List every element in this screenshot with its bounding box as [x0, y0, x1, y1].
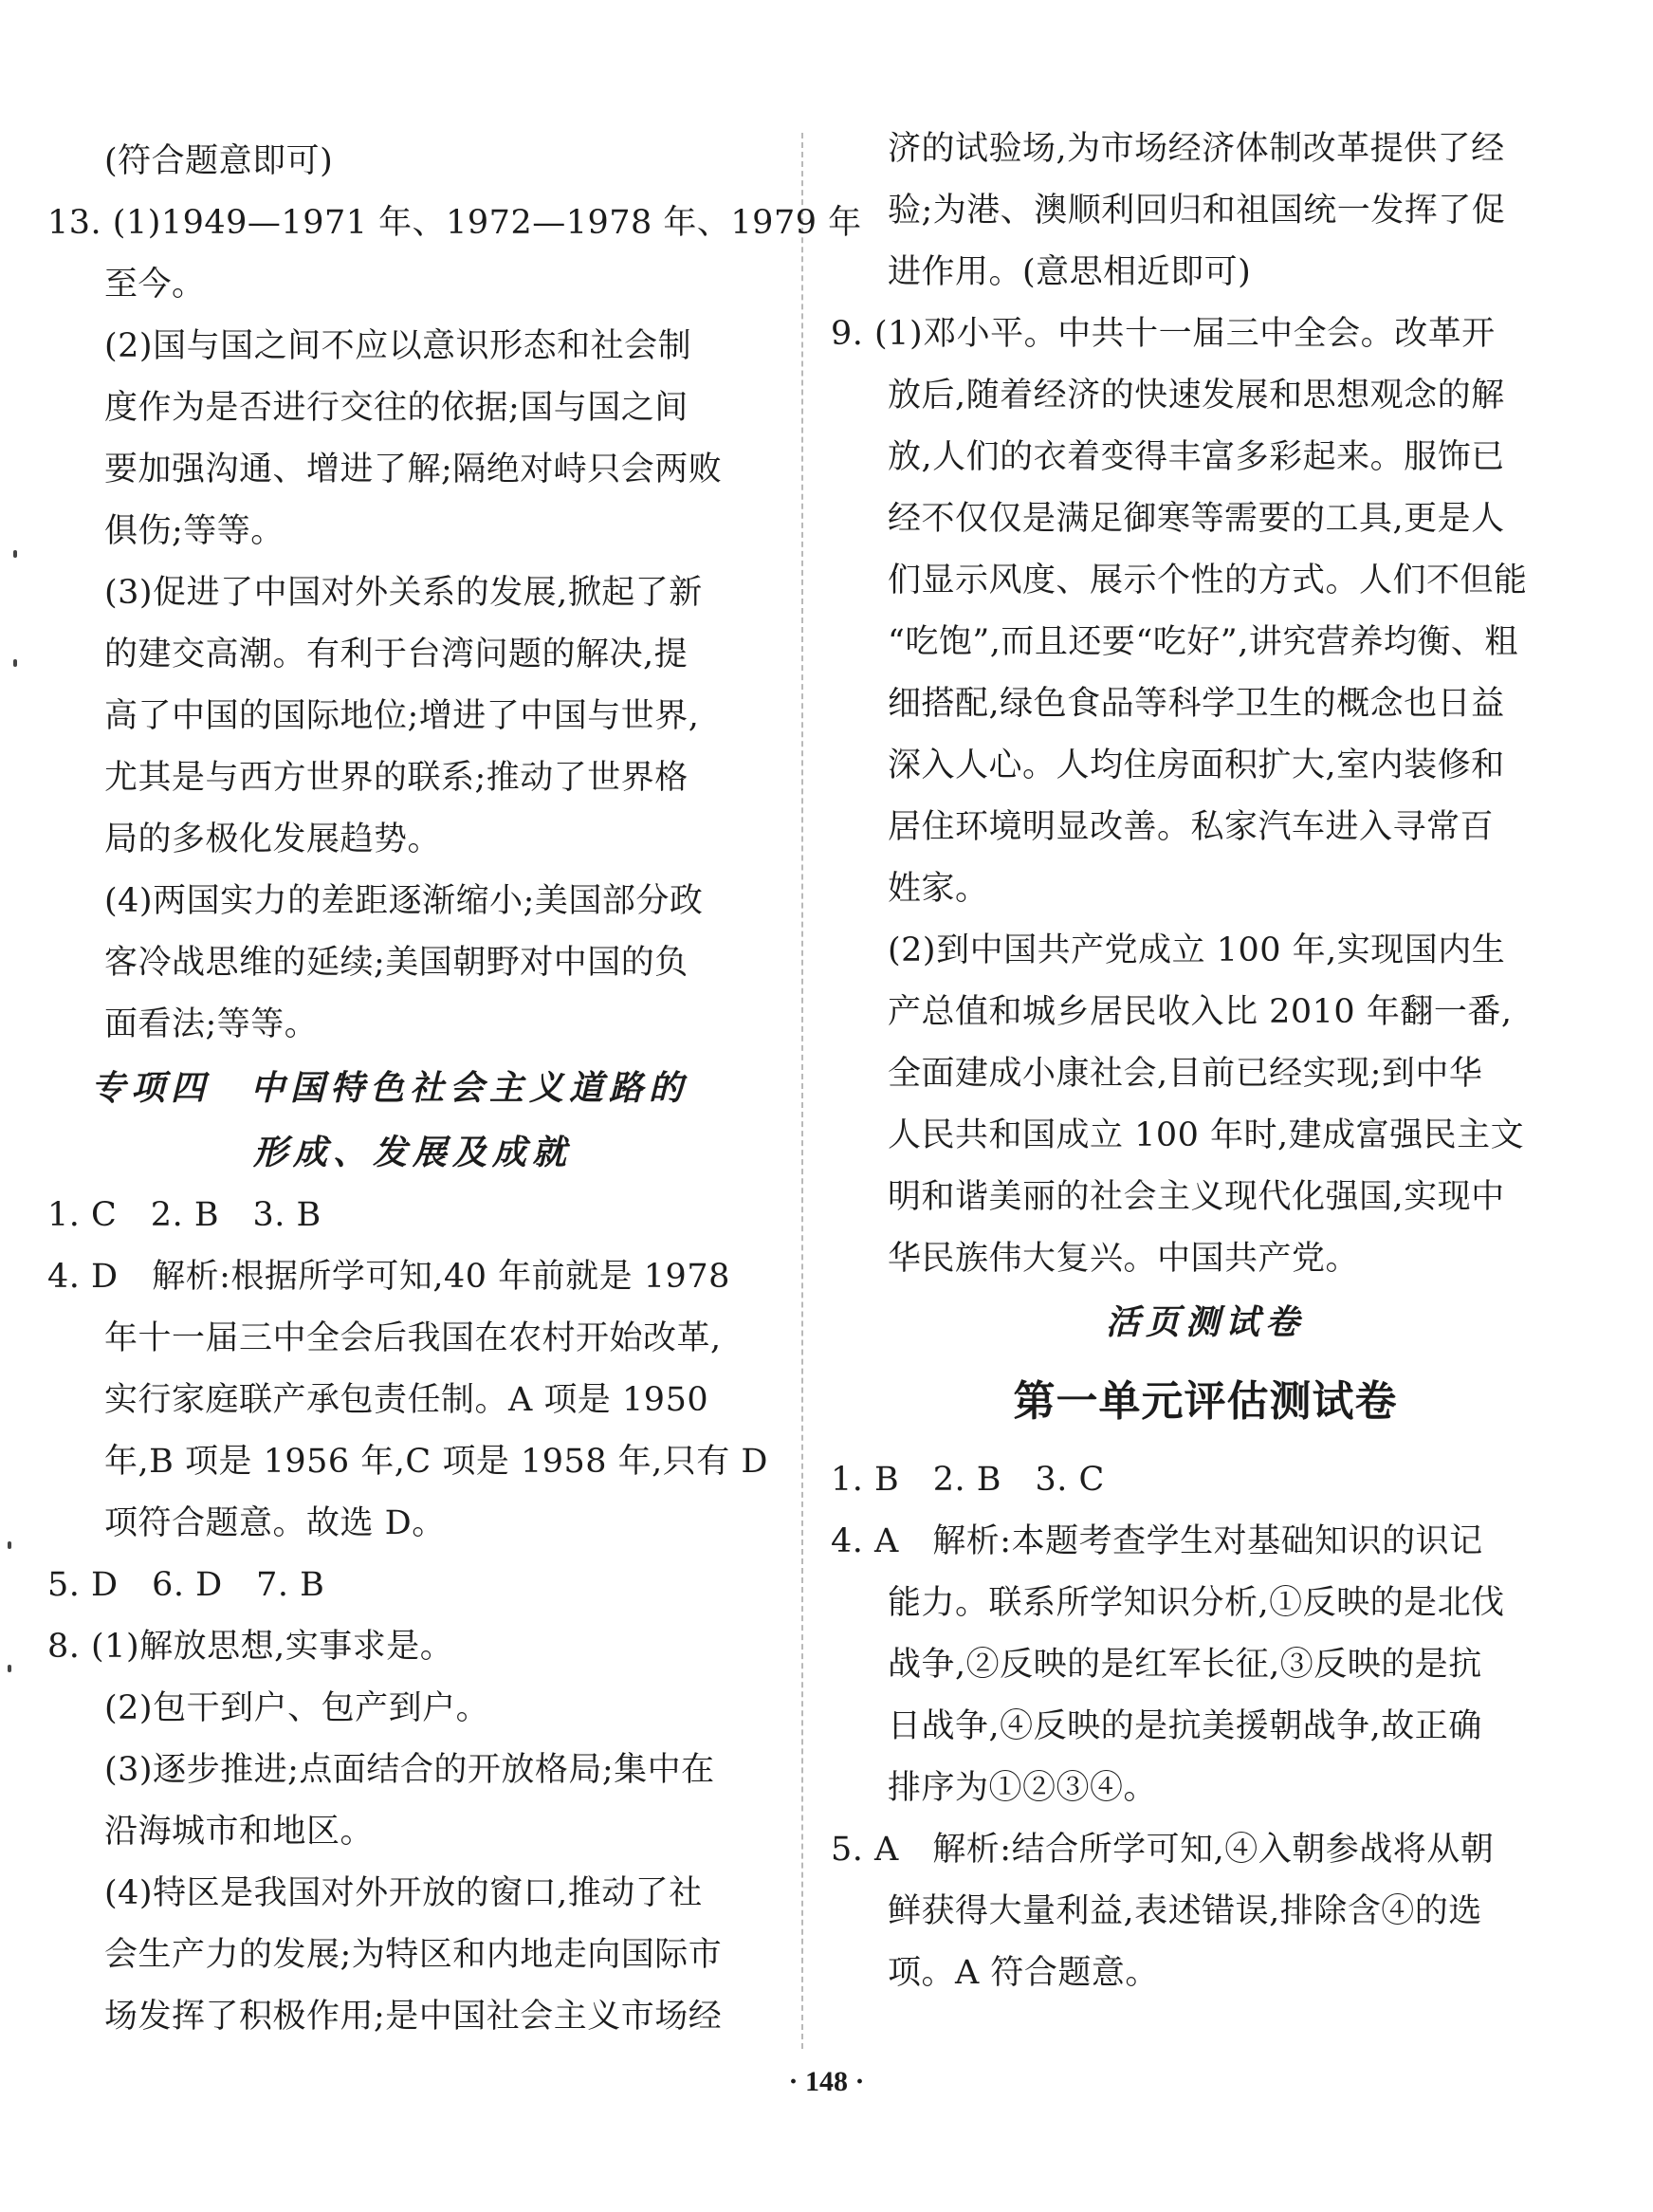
left-column: [47, 131, 862, 2048]
text-line: 战争,②反映的是红军长征,③反映的是抗: [888, 1646, 1482, 1684]
section-title: 专项四 中国特色社会主义道路的: [91, 1068, 689, 1108]
answer-line: 5. A 解析:结合所学可知,④入朝参战将从朝: [831, 1831, 1495, 1869]
answer-line: 4. D 解析:根据所学可知,40 年前就是 1978: [47, 1258, 730, 1296]
column-divider: [801, 133, 803, 2049]
text-line: 年,B 项是 1956 年,C 项是 1958 年,只有 D: [104, 1443, 768, 1481]
text-line: 验;为港、澳顺利回归和祖国统一发挥了促: [888, 192, 1506, 230]
text-line: 深入人心。人均住房面积扩大,室内装修和: [888, 747, 1505, 784]
text-line: 能力。联系所学知识分析,①反映的是北伐: [888, 1584, 1505, 1622]
answer-line: 1. C 2. B 3. B: [47, 1196, 321, 1234]
text-line: 实行家庭联产承包责任制。A 项是 1950: [104, 1381, 709, 1419]
answer-line: 5. D 6. D 7. B: [47, 1566, 325, 1604]
text-line: 尤其是与西方世界的联系;推动了世界格: [104, 759, 689, 797]
text-line: 沿海城市和地区。: [104, 1813, 375, 1851]
right-column: [831, 119, 1580, 2004]
text-line: 年十一届三中全会后我国在农村开始改革,: [104, 1319, 722, 1357]
unit-title: 第一单元评估测试卷: [1013, 1377, 1398, 1426]
margin-mark: [8, 1665, 11, 1672]
text-line: 经不仅仅是满足御寒等需要的工具,更是人: [888, 500, 1505, 538]
section-title: 活页测试卷: [1105, 1302, 1305, 1342]
text-line: 要加强沟通、增进了解;隔绝对峙只会两败: [104, 451, 723, 488]
text-line: 人民共和国成立 100 年时,建成富强民主文: [888, 1116, 1525, 1154]
text-line: 度作为是否进行交往的依据;国与国之间: [104, 389, 689, 427]
text-line: 放后,随着经济的快速发展和思想观念的解: [888, 377, 1505, 415]
text-line: (4)特区是我国对外开放的窗口,推动了社: [104, 1874, 703, 1912]
question-13-line: 13. (1)1949—1971 年、1972—1978 年、1979 年: [47, 204, 862, 242]
text-line: (2)包干到户、包产到户。: [104, 1689, 490, 1727]
answer-line: 1. B 2. B 3. C: [831, 1461, 1105, 1499]
page-number: · 148 ·: [788, 2066, 865, 2097]
text-line: (3)促进了中国对外关系的发展,掀起了新: [104, 574, 703, 612]
text-line: 至今。: [104, 266, 206, 304]
text-line: (2)到中国共产党成立 100 年,实现国内生: [888, 931, 1506, 969]
text-line: (符合题意即可): [104, 142, 334, 180]
text-line: 项符合题意。故选 D。: [104, 1504, 446, 1542]
text-line: 济的试验场,为市场经济体制改革提供了经: [888, 130, 1505, 168]
text-line: 细搭配,绿色食品等科学卫生的概念也日益: [888, 685, 1505, 723]
text-line: 项。A 符合题意。: [888, 1954, 1159, 1992]
text-line: 面看法;等等。: [104, 1005, 319, 1043]
text-line: 的建交高潮。有利于台湾问题的解决,提: [104, 636, 689, 673]
question-9-line: 9. (1)邓小平。中共十一届三中全会。改革开: [831, 315, 1496, 353]
text-line: 明和谐美丽的社会主义现代化强国,实现中: [888, 1178, 1505, 1216]
text-line: 日战争,④反映的是抗美援朝战争,故正确: [888, 1707, 1482, 1745]
text-line: 排序为①②③④。: [888, 1769, 1158, 1807]
text-line: 场发挥了积极作用;是中国社会主义市场经: [104, 1998, 723, 2036]
text-line: 会生产力的发展;为特区和内地走向国际市: [104, 1936, 723, 1974]
text-line: 鲜获得大量利益,表述错误,排除含④的选: [888, 1892, 1482, 1930]
text-line: (3)逐步推进;点面结合的开放格局;集中在: [104, 1751, 715, 1789]
text-line: 进作用。(意思相近即可): [888, 253, 1252, 291]
section-subtitle: 形成、发展及成就: [252, 1133, 572, 1172]
text-line: (4)两国实力的差距逐渐缩小;美国部分政: [104, 882, 704, 920]
text-line: 高了中国的国际地位;增进了中国与世界,: [104, 697, 700, 735]
text-line: 全面建成小康社会,目前已经实现;到中华: [888, 1055, 1483, 1093]
text-line: 俱伤;等等。: [104, 512, 285, 550]
text-line: 放,人们的衣着变得丰富多彩起来。服饰已: [888, 438, 1505, 476]
text-line: 华民族伟大复兴。中国共产党。: [888, 1240, 1360, 1278]
text-line: 局的多极化发展趋势。: [104, 820, 442, 858]
text-line: (2)国与国之间不应以意识形态和社会制: [104, 327, 692, 365]
margin-mark: [13, 550, 17, 558]
text-line: 们显示风度、展示个性的方式。人们不但能: [888, 562, 1528, 599]
text-line: 客冷战思维的延续;美国朝野对中国的负: [104, 944, 689, 982]
text-line: 居住环境明显改善。私家汽车进入寻常百: [888, 808, 1495, 846]
margin-mark: [8, 1541, 11, 1549]
margin-mark: [13, 659, 17, 667]
text-line: “吃饱”,而且还要“吃好”,讲究营养均衡、粗: [888, 623, 1518, 661]
answer-line: 8. (1)解放思想,实事求是。: [47, 1628, 454, 1666]
answer-line: 4. A 解析:本题考查学生对基础知识的识记: [831, 1522, 1483, 1560]
text-line: 产总值和城乡居民收入比 2010 年翻一番,: [888, 993, 1513, 1031]
text-line: 姓家。: [888, 870, 989, 908]
